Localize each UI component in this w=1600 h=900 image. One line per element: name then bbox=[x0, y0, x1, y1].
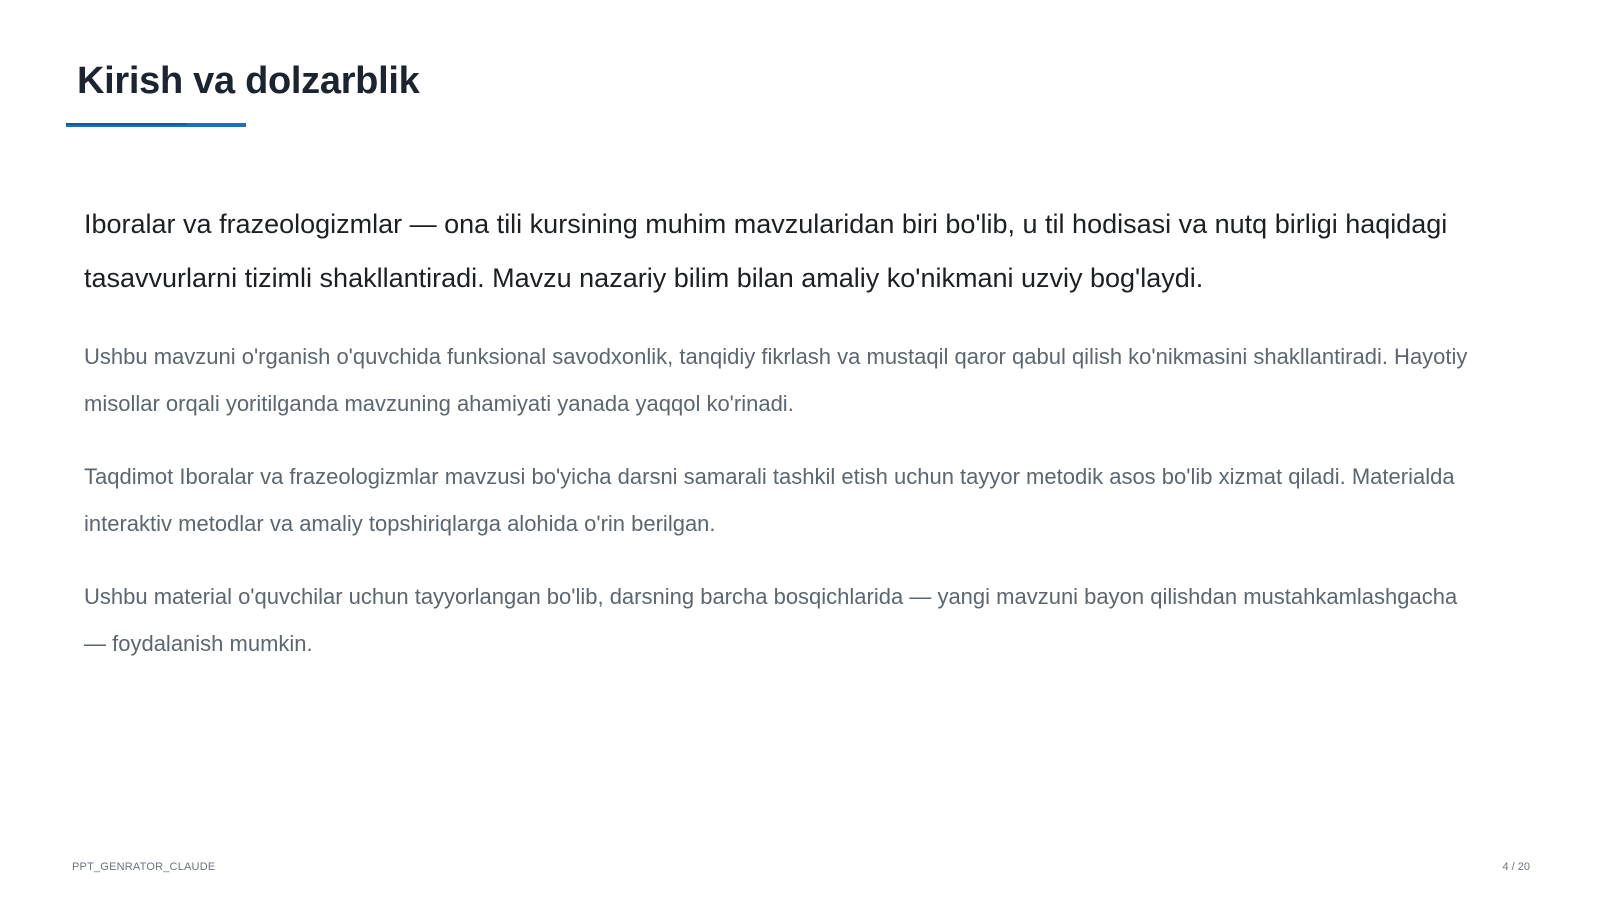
body-paragraph-2: Taqdimot Iboralar va frazeologizmlar mavzusi bo'yicha darsni samarali tashkil etish uchun tayyor metodik asos bo'lib xizmat qiladi. Materialda interaktiv metodlar va amaliy topshiriqlarga alohida o'rin berilgan. bbox=[84, 464, 1455, 536]
footer-brand: PPT_GENRATOR_CLAUDE bbox=[72, 861, 216, 873]
slide-content bbox=[84, 197, 1484, 693]
body-paragraph-3: Ushbu material o'quvchilar uchun tayyorlangan bo'lib, darsning barcha bosqichlarida — yangi mavzuni bayon qilishdan mustahkamlashgacha — foydalanish mumkin. bbox=[84, 584, 1458, 656]
body-paragraph-1: Ushbu mavzuni o'rganish o'quvchida funksional savodxonlik, tanqidiy fikrlash va mustaqil qaror qabul qilish ko'nikmasini shakllantiradi. Hayotiy misollar orqali yoritilganda mavzuning ahamiyati yanada yaqqol ko'rinadi. bbox=[84, 344, 1468, 416]
title-underline bbox=[66, 123, 246, 127]
lead-paragraph: Iboralar va frazeologizmlar — ona tili kursining muhim mavzularidan biri bo'lib, u til hodisasi va nutq birligi haqidagi tasavvurlarni tizimli shakllantiradi. Mavzu nazariy bilim bilan amaliy ko'nikmani uzviy bog'laydi. bbox=[84, 209, 1448, 293]
page-indicator: 4 / 20 bbox=[1502, 861, 1530, 873]
slide-title: Kirish va dolzarblik bbox=[77, 60, 420, 102]
